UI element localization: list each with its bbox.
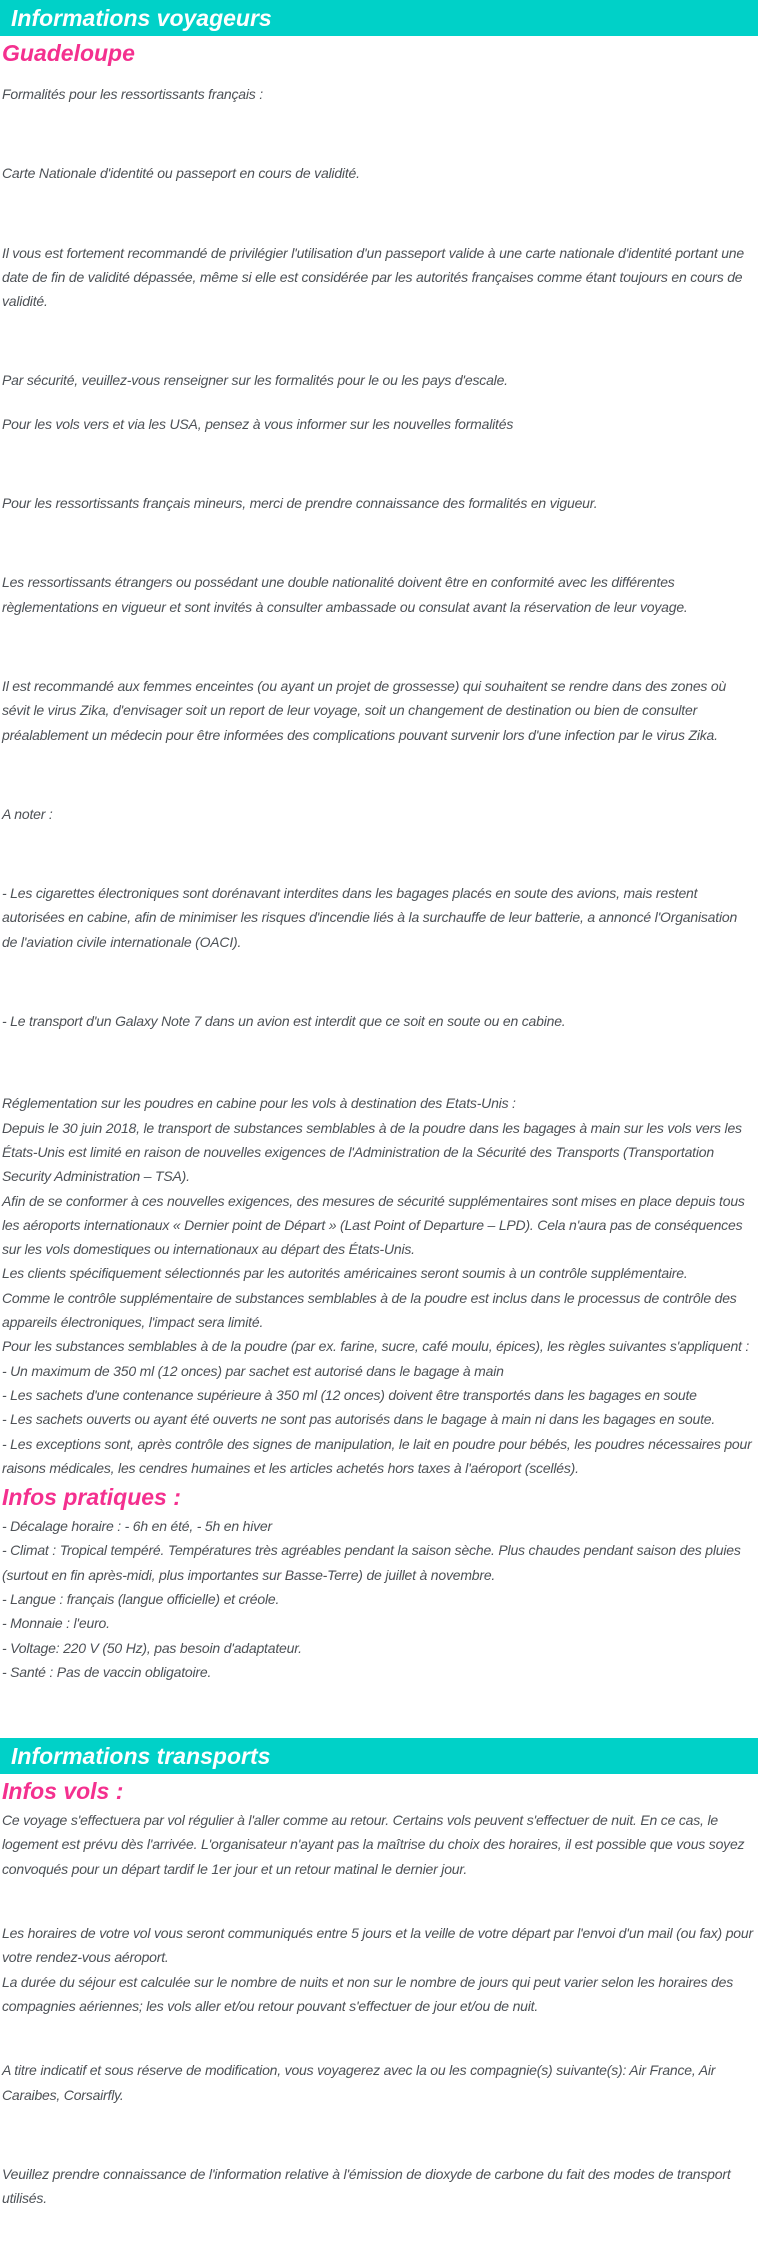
paragraph-galaxy-note7: - Le transport d'un Galaxy Note 7 dans un avion est interdit que ce soit en soute ou en cabine. [2, 1013, 566, 1030]
transports-banner-title: Informations transports [11, 1743, 271, 1770]
paragraph-virus-zika: Il est recommandé aux femmes enceintes (ou ayant un projet de grossesse) qui souhaitent se rendre dans des zones où sévit le virus Zika, d'envisager soit un report de leur voyage, soit un changement de destination ou bien de consulter préalablement un médecin pour être informées des complications pouvant survenir lors d'une infection par le virus Zika. [2, 677, 727, 743]
paragraph-vols-usa: Pour les vols vers et via les USA, pensez à vous informer sur les nouvelles formalités [2, 415, 514, 432]
powder-rule-line: - Les sachets d'une contenance supérieure à 350 ml (12 onces) doivent être transportés dans les bagages en soute [2, 1386, 697, 1403]
powder-rule-line: Comme le contrôle supplémentaire de substances semblables à de la poudre est inclus dans le processus de contrôle des appareils électroniques, l'impact sera limité. [2, 1289, 737, 1331]
paragraph-compagnies: A titre indicatif et sous réserve de modification, vous voyagerez avec la ou les compagnie(s) suivante(s): Air France, Air Caraibes, Corsairfly. [2, 2062, 716, 2103]
paragraph-carte-identite: Carte Nationale d'identité ou passeport en cours de validité. [2, 165, 360, 182]
info-pratique-item-voltage: - Voltage: 220 V (50 Hz), pas besoin d'adaptateur. [2, 1639, 302, 1656]
info-pratique-item-decalage: - Décalage horaire : - 6h en été, - 5h en hiver [2, 1518, 272, 1535]
powder-rule-line: - Les sachets ouverts ou ayant été ouverts ne sont pas autorisés dans le bagage à main ni dans les bagages en soute. [2, 1411, 716, 1428]
powder-rule-line: Afin de se conformer à ces nouvelles exigences, des mesures de sécurité supplémentaires sont mises en place depuis tous les aéroports internationaux « Dernier point de Départ » (Last Point of Departure – LPD). Cela n'aura pas de conséquences sur les vols domestiques ou internationaux au départ des États-Unis. [2, 1192, 745, 1258]
voyageurs-section [0, 36, 758, 1692]
infos-pratiques-heading: Infos pratiques : [2, 1484, 181, 1511]
transports-section [0, 1774, 758, 2218]
info-pratique-item-monnaie: - Monnaie : l'euro. [2, 1615, 110, 1632]
paragraph-pays-escale: Par sécurité, veuillez-vous renseigner sur les formalités pour le ou les pays d'escale. [2, 372, 508, 389]
infos-vols-heading: Infos vols : [2, 1778, 124, 1805]
paragraph-horaires-vol: Les horaires de votre vol vous seront communiqués entre 5 jours et la veille de votre départ par l'envoi d'un mail (ou fax) pour votre rendez-vous aéroport. [2, 1925, 753, 1966]
info-pratique-item-sante: - Santé : Pas de vaccin obligatoire. [2, 1663, 212, 1680]
paragraph-ressortissants-etrangers: Les ressortissants étrangers ou possédant une double nationalité doivent être en conformité avec les différentes règlementations en vigueur et sont invités à consulter ambassade ou consulat avant la réservation de leur voyage. [2, 574, 688, 615]
country-title: Guadeloupe [2, 40, 135, 66]
powder-rule-line: - Les exceptions sont, après contrôle des signes de manipulation, le lait en poudre pour bébés, les poudres nécessaires pour raisons médicales, les cendres humaines et les articles achetés hors taxes à l'aéroport (scellés). [2, 1435, 752, 1476]
powder-regulation-block [2, 1091, 754, 1480]
paragraph-emission-co2: Veuillez prendre connaissance de l'information relative à l'émission de dioxyde de carbone du fait des modes de transport utilisés. [2, 2165, 731, 2207]
paragraph-a-noter: A noter : [2, 805, 53, 822]
paragraph-vol-regulier: Ce voyage s'effectuera par vol régulier à l'aller comme au retour. Certains vols peuvent s'effectuer de nuit. En ce cas, le logement est prévu dès l'arrivée. L'organisateur n'ayant pas la maîtrise du choix des horaires, il est possible que vous soyez convoqués pour un départ tardif le 1er jour et un retour matinal le dernier jour. [2, 1812, 745, 1877]
powder-rule-line: - Un maximum de 350 ml (12 onces) par sachet est autorisé dans le bagage à main [2, 1362, 504, 1379]
powder-rule-line: Les clients spécifiquement sélectionnés par les autorités américaines seront soumis à un contrôle supplémentaire. [2, 1265, 688, 1282]
paragraph-cigarettes-electroniques: - Les cigarettes électroniques sont dorénavant interdites dans les bagages placés en soute des avions, mais restent autorisées en cabine, afin de minimiser les risques d'incendie liés à la surchauffe de leur batterie, a annoncé l'Organisation de l'aviation civile internationale (OACI). [2, 885, 738, 950]
voyageurs-section-banner [0, 0, 758, 36]
transports-section-banner [0, 1738, 758, 1774]
infos-pratiques-list [2, 1514, 754, 1684]
paragraph-duree-sejour: La durée du séjour est calculée sur le nombre de nuits et non sur le nombre de jours qui peut varier selon les horaires des compagnies aériennes; les vols aller et/ou retour pouvant s'effectuer de jour et/ou de nuit. [2, 1973, 734, 2014]
paragraph-passeport-recommande: Il vous est fortement recommandé de privilégier l'utilisation d'un passeport valide à une carte nationale d'identité portant une date de fin de validité dépassée, même si elle est considérée par les autorités françaises comme étant toujours en cours de validité. [2, 244, 744, 310]
voyageurs-banner-title: Informations voyageurs [11, 5, 272, 31]
info-pratique-item-langue: - Langue : français (langue officielle) et créole. [2, 1590, 280, 1607]
paragraph-formalites-intro: Formalités pour les ressortissants français : [2, 86, 263, 102]
powder-rule-line: Réglementation sur les poudres en cabine pour les vols à destination des Etats-Unis : [2, 1095, 516, 1112]
powder-rule-line: Pour les substances semblables à de la poudre (par ex. farine, sucre, café moulu, épices), les règles suivantes s'appliquent : [2, 1338, 750, 1355]
paragraph-mineurs: Pour les ressortissants français mineurs, merci de prendre connaissance des formalités en vigueur. [2, 495, 598, 512]
powder-rule-line: Depuis le 30 juin 2018, le transport de substances semblables à de la poudre dans les bagages à main sur les vols vers les États-Unis est limité en raison de nouvelles exigences de l'Administration de la Sécurité des Transports (Transportation Security Administration – TSA). [2, 1119, 742, 1185]
info-pratique-item-climat: - Climat : Tropical tempéré. Températures très agréables pendant la saison sèche. Plus chaudes pendant saison des pluies (surtout en fin après-midi, plus importantes sur Basse-Terre) de juillet à novembre. [2, 1542, 741, 1583]
